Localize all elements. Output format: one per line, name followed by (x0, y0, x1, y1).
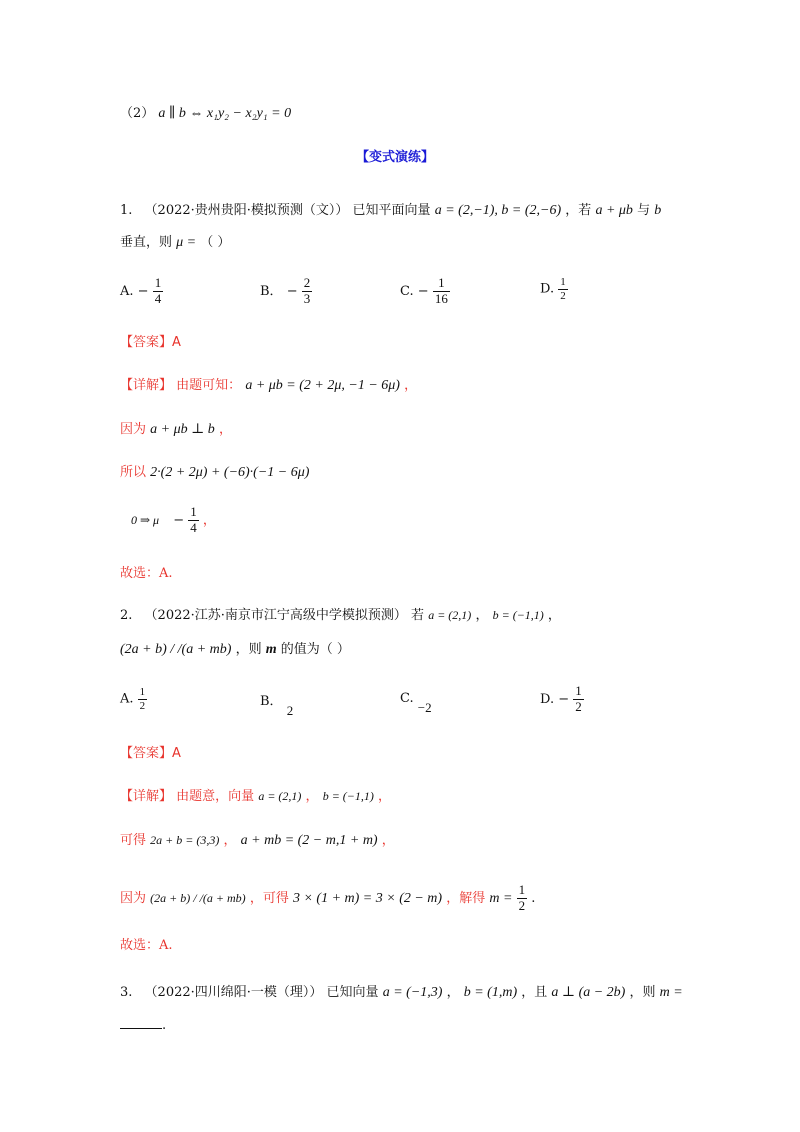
q1-formula1: a = (2,−1), b = (2,−6) (434, 203, 562, 218)
q1-option-c[interactable] (400, 276, 450, 307)
q1-result-sign: − (173, 512, 185, 528)
q2-option-b[interactable] (260, 690, 294, 718)
q2-line2-text: ，则 (235, 642, 262, 657)
fraction-numerator: 1 (560, 276, 566, 288)
q3-text2: ，且 (521, 985, 548, 1000)
option-fraction (558, 276, 568, 302)
q3-formula4: m = (659, 985, 683, 1000)
q3-line2 (120, 1018, 166, 1033)
q2-detail (120, 785, 391, 804)
q3-answer-blank[interactable] (120, 1028, 162, 1029)
q2-sep: ， (475, 608, 489, 623)
q1-result (131, 505, 216, 536)
q2-get-formula2: a + mb = (2 − m,1 + m) (240, 833, 378, 848)
q2-because-end: . (531, 890, 536, 906)
q2-formula1: a = (2,1) (428, 608, 472, 622)
q1-option-b[interactable] (260, 276, 312, 307)
q1-because (120, 418, 232, 438)
q2-detail-text: 由题意，向量 (176, 789, 255, 804)
q2-end1: ， (547, 608, 561, 623)
fraction-denominator: 3 (303, 290, 311, 306)
q1-source: （2022·贵州贵阳·模拟预测（文）） (144, 203, 349, 218)
q3-number: 3. (120, 985, 133, 1000)
q2-get-formula1: 2a + b = (3,3) (150, 833, 220, 847)
fraction-denominator: 4 (154, 290, 162, 306)
fraction-denominator: 16 (434, 290, 448, 306)
q3-text1: 已知向量 (326, 985, 379, 1000)
q1-answer: 【答案】A (120, 335, 181, 350)
q3-line1 (120, 981, 683, 1001)
q2-choose: 故选：A. (120, 938, 173, 953)
option-label: D. (540, 691, 555, 707)
fraction-denominator: 4 (190, 519, 197, 535)
q1-detail-formula: a + μb = (2 + 2μ, −1 − 6μ) (245, 378, 400, 393)
q2-source: （2022·江苏·南京市江宁高级中学模拟预测） (144, 608, 407, 623)
option-sign: − (137, 283, 149, 299)
q2-option-c[interactable] (400, 690, 432, 715)
q1-formula2: a + μb (595, 203, 633, 218)
q1-text2: ，若 (565, 203, 592, 218)
q2-get (120, 829, 395, 849)
q1-line2-text: 垂直，则 (120, 235, 173, 250)
q3-formula1: a = (−1,3) (382, 985, 443, 1000)
intro-prefix: （2） (120, 106, 155, 121)
q2-because-formula2: 3 × (1 + m) = 3 × (2 − m) (292, 890, 443, 906)
option-sign: − (286, 283, 298, 299)
q2-get-end: ， (381, 833, 395, 848)
q1-choose: 故选：A. (120, 566, 173, 581)
fraction-denominator: 2 (139, 699, 146, 712)
q2-line2 (120, 638, 350, 658)
option-label: C. (400, 283, 414, 299)
fraction-denominator: 2 (560, 289, 566, 302)
q3-formula3: a ⊥ (a − 2b) (551, 985, 626, 1000)
q1-so-formula: 2·(2 + 2μ) + (−6)·(−1 − 6μ) (150, 465, 310, 480)
q2-because-fraction (517, 883, 528, 914)
q1-line2-formula: μ = (176, 235, 197, 250)
q1-detail-end: ， (404, 378, 418, 393)
option-fraction (138, 686, 148, 712)
q1-option-d[interactable] (540, 276, 568, 302)
q1-detail-text: 由题可知： (176, 378, 242, 393)
q1-so (120, 461, 309, 481)
q2-number: 2. (120, 608, 133, 623)
q2-because-formula: (2a + b) / /(a + mb) (150, 890, 246, 905)
option-fraction (302, 276, 313, 307)
option-label: B． (260, 283, 283, 299)
intro-formula: a ∥ b ⇔ x₁y₂ − x₂y₁ = 0 (158, 106, 292, 121)
q1-result-fraction (188, 505, 199, 536)
q1-so-text: 所以 (120, 465, 147, 480)
q2-line2-tail: 的值为（ ） (280, 642, 350, 657)
fraction-denominator: 2 (518, 897, 526, 913)
option-sign: − (417, 283, 429, 299)
option-label: A. (120, 283, 134, 299)
q2-text1: 若 (411, 608, 425, 623)
q2-detail-end: ， (378, 789, 392, 804)
q2-line2-var: m (265, 642, 277, 657)
q1-line2-tail: （ ） (200, 235, 231, 250)
q3-formula2: b = (1,m) (463, 985, 518, 1000)
q2-option-d[interactable] (540, 684, 584, 715)
fraction-numerator: 1 (190, 504, 197, 519)
q2-line2-formula: (2a + b) / /(a + mb) (120, 642, 232, 657)
intro-line (120, 102, 291, 122)
fraction-numerator: 1 (518, 882, 526, 897)
q2-detail-formula2: b = (−1,1) (322, 789, 374, 803)
q2-because-formula3: m = (489, 890, 513, 906)
q2-get-text: 可得 (120, 833, 147, 848)
q3-sep: ， (446, 985, 460, 1000)
fraction-numerator: 1 (575, 683, 582, 698)
q1-text3: 与 (637, 203, 651, 218)
q2-detail-sep: ， (305, 789, 319, 804)
q1-result-end: ， (202, 512, 216, 528)
fraction-numerator: 1 (139, 686, 146, 698)
option-label: C. (400, 691, 414, 706)
q1-because-text: 因为 (120, 422, 147, 437)
q2-option-a[interactable] (120, 686, 147, 712)
q2-because (120, 883, 535, 914)
q3-end: . (162, 1018, 167, 1033)
option-fraction (573, 684, 584, 715)
q2-because-mid2: ，解得 (446, 890, 486, 906)
q2-because-mid: ，可得 (249, 890, 289, 906)
fraction-numerator: 2 (303, 275, 311, 290)
option-value: −2 (417, 700, 432, 715)
option-label: D. (540, 281, 555, 297)
q1-formula3: b (654, 203, 662, 218)
q2-answer: 【答案】A (120, 746, 181, 761)
q3-source: （2022·四川绵阳·一模（理）） (144, 985, 323, 1000)
option-label: B． (260, 694, 283, 709)
q2-because-text: 因为 (120, 890, 147, 906)
q2-detail-label: 【详解】 (120, 789, 173, 804)
fraction-denominator: 2 (575, 698, 582, 714)
q2-get-sep: ， (223, 833, 237, 848)
q1-detail (120, 374, 417, 394)
q2-formula2: b = (−1,1) (492, 608, 544, 622)
q2-line1 (120, 604, 561, 623)
q1-text1: 已知平面向量 (352, 203, 431, 218)
fraction-numerator: 1 (154, 275, 162, 290)
fraction-numerator: 1 (433, 276, 450, 292)
q1-number: 1. (120, 203, 133, 218)
option-label: A. (120, 691, 134, 707)
option-sign: − (558, 691, 570, 707)
q1-line2 (120, 231, 230, 251)
q1-because-end: ， (218, 422, 232, 437)
q1-option-a[interactable] (120, 276, 163, 307)
q3-text3: ，则 (629, 985, 656, 1000)
q1-because-formula: a + μb ⊥ b (150, 422, 215, 437)
option-fraction (433, 276, 450, 307)
section-title: 【变式演练】 (356, 150, 435, 165)
q1-line1 (120, 199, 661, 219)
option-value: 2 (286, 703, 294, 718)
q2-detail-formula1: a = (2,1) (258, 789, 302, 803)
q1-result-formula: 0 ⇒ μ (131, 512, 160, 527)
option-fraction (153, 276, 164, 307)
q1-detail-label: 【详解】 (120, 378, 173, 393)
